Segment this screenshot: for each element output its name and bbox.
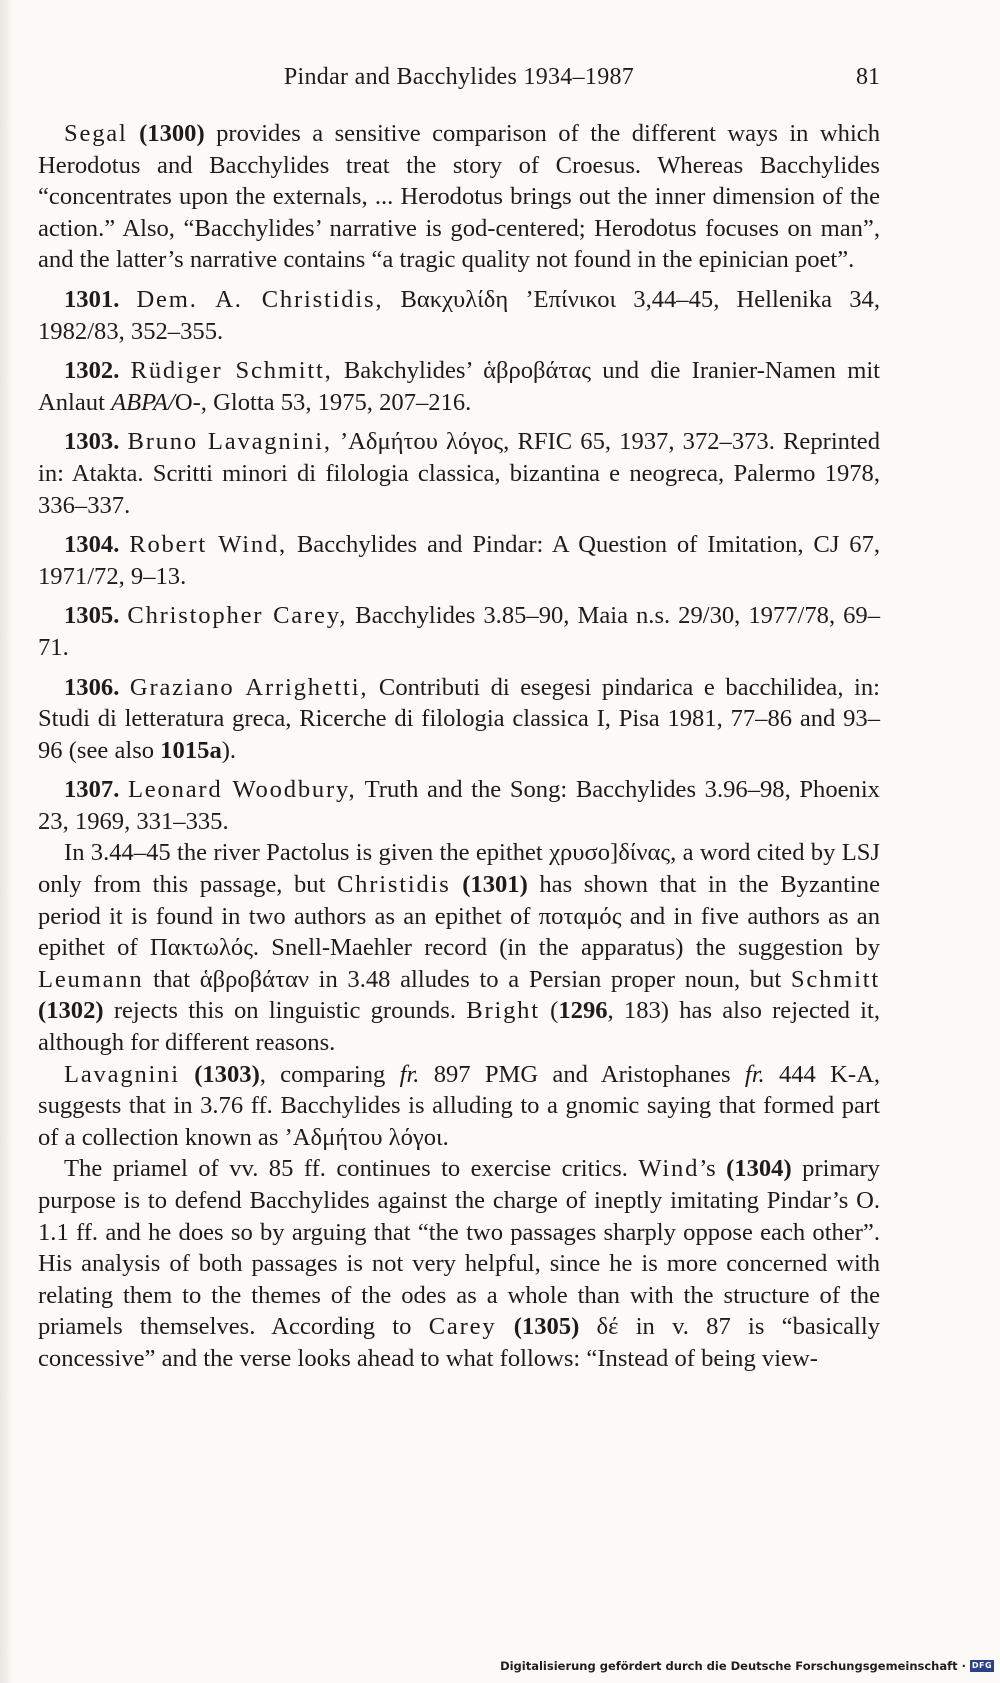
bibliography-entry: [38, 426, 880, 521]
cross-reference: (1304): [726, 1155, 792, 1183]
entry-text: Bakchylides’ ἁβροβάτας und die Iranier-Namen mit Anlaut: [38, 357, 880, 416]
entry-author: Robert Wind,: [129, 531, 288, 559]
paragraph-text: In 3.44–45 the river Pactolus is given the epithet χρυσο]δίνας, a word cited by LSJ only from this passage, but: [38, 839, 880, 899]
paragraph-text: 444 K-A, suggests that in 3.76 ff. Bacchylides is alluding to a gnomic saying that formed part of a collection known as ’Αδμήτου λόγοι.: [38, 1060, 880, 1151]
paragraph-text: (: [539, 997, 559, 1025]
running-title: Pindar and Bacchylides 1934–1987: [283, 64, 635, 90]
cross-reference: (1301): [462, 871, 528, 899]
paragraph-text: [496, 1313, 513, 1340]
entry-author: Rüdiger Schmitt,: [130, 357, 333, 385]
author-name: Carey: [428, 1313, 497, 1341]
entry-author: Dem. A. Christidis,: [136, 285, 384, 313]
cross-reference: (1303): [194, 1060, 260, 1088]
entry-number: 1304.: [64, 531, 120, 559]
bibliography-entry: [38, 600, 880, 663]
bibliography-entry: [38, 529, 880, 592]
cross-reference: (1300): [139, 120, 205, 147]
entry-text: Bacchylides and Pindar: A Question of Imitation, CJ 67, 1971/72, 9–13.: [38, 531, 881, 590]
paragraph-text: , comparing: [259, 1060, 400, 1088]
entry-number: 1302.: [64, 357, 120, 385]
paragraph-text: 897 PMG and Aristophanes: [419, 1060, 745, 1088]
author-name: Lavagnini: [64, 1060, 180, 1088]
cross-reference: (1302): [38, 997, 104, 1025]
discussion-paragraph: [38, 1059, 880, 1154]
entry-text: ’Αδμήτου λόγος, RFIC 65, 1937, 372–373. Reprinted in: Atakta. Scritti minori di filologia classica, bizantina e neogreca, Palermo 1978, 336–337.: [38, 428, 881, 519]
italic-abbreviation: fr.: [744, 1060, 765, 1088]
cross-reference: (1305): [513, 1313, 580, 1341]
discussion-paragraph: [38, 837, 880, 1058]
dfg-logo-icon: DFG: [971, 1661, 993, 1670]
author-name: Segal: [64, 120, 128, 147]
author-name: Christidis: [336, 871, 451, 899]
entry-text: Contributi di esegesi pindarica e bacchilidea, in: Studi di letteratura greca, Ricerche di filologia classica I, Pisa 1981, 77–86 and 93–96 (see also: [38, 673, 880, 764]
paragraph-text: that ἁβροβάταν in 3.48 alludes to a Persian proper noun, but: [143, 965, 791, 993]
bibliography-entry: [38, 355, 880, 418]
paragraph-text: has shown that in the Byzantine period it is found in two authors as an epithet of ποταμός and in five authors as an epithet of Πακτωλός. Snell-Maehler record (in the apparatus) the suggestion by: [38, 871, 880, 962]
entry-author: Graziano Arrighetti,: [129, 673, 369, 701]
bibliography-entry: [38, 774, 880, 837]
paragraph-text: provides a sensitive comparison of the different ways in which Herodotus and Bacchylides treat the story of Croesus. Whereas Bacchylides “concentrates upon the externals, ... Herodotus brings out the inner dimension of the action.” Also, “Bacchylides’ narrative is god-centered; Herodotus focuses on man”, and the latter’s narrative contains “a tragic quality not found in the epinician poet”.: [38, 120, 881, 274]
author-name: Wind: [638, 1155, 700, 1183]
body-text: [38, 118, 880, 1375]
entry-author: Christopher Carey,: [127, 602, 348, 630]
page-header: [38, 60, 880, 94]
bibliography-entry: [38, 284, 880, 347]
entry-text: Βακχυλίδη ’Επίνικοι 3,44–45, Hellenika 34, 1982/83, 352–355.: [38, 285, 880, 345]
entry-number: 1301.: [64, 285, 120, 313]
intro-paragraph: [38, 118, 880, 276]
paragraph-text: rejects this on linguistic grounds.: [103, 997, 467, 1025]
author-name: Bright: [466, 997, 540, 1025]
paragraph-text: δέ in v. 87 is “basically concessive” and the verse looks ahead to what follows: “Instead of being view-: [38, 1313, 881, 1372]
digitization-footer: [500, 1659, 994, 1673]
cross-reference: 1015a: [160, 736, 222, 764]
entry-number: 1306.: [64, 673, 120, 701]
page-number: 81: [856, 64, 880, 90]
paragraph-text: , 183) has also rejected it, although for different reasons.: [38, 997, 880, 1057]
entry-number: 1303.: [64, 428, 120, 456]
entry-italic: ABPA/: [111, 388, 175, 416]
entry-number: 1305.: [64, 602, 120, 630]
italic-abbreviation: fr.: [399, 1060, 420, 1088]
paragraph-text: ’s: [699, 1155, 727, 1183]
entry-text-continued: ).: [221, 736, 237, 764]
cross-reference: 1296: [558, 997, 608, 1025]
entry-number: 1307.: [64, 776, 120, 804]
footer-text: Digitalisierung gefördert durch die Deutsche Forschungsgemeinschaft ·: [500, 1659, 966, 1673]
discussion-paragraph: [38, 1153, 880, 1374]
paragraph-text: The priamel of vv. 85 ff. continues to exercise critics.: [64, 1155, 639, 1183]
bibliography-entry: [38, 672, 880, 767]
author-name: Leumann: [38, 965, 144, 993]
entry-text-continued: O-, Glotta 53, 1975, 207–216.: [174, 388, 472, 416]
page-edge-shadow: [0, 0, 14, 1683]
author-name: Schmitt: [790, 965, 880, 993]
paragraph-text: primary purpose is to defend Bacchylides against the charge of ineptly imitating Pindar’s O. 1.1 ff. and he does so by arguing that “the two passages sharply oppose each other”. His analysis of both passages is not very helpful, since he is more concerned with relating them to the themes of the odes as a whole than with the structure of the priamels themselves. According to: [38, 1155, 880, 1341]
entry-author: Leonard Woodbury,: [127, 776, 357, 804]
entry-author: Bruno Lavagnini,: [127, 428, 332, 456]
entry-text: Truth and the Song: Bacchylides 3.96–98, Phoenix 23, 1969, 331–335.: [38, 776, 880, 835]
entry-text: Bacchylides 3.85–90, Maia n.s. 29/30, 1977/78, 69–71.: [38, 602, 880, 661]
